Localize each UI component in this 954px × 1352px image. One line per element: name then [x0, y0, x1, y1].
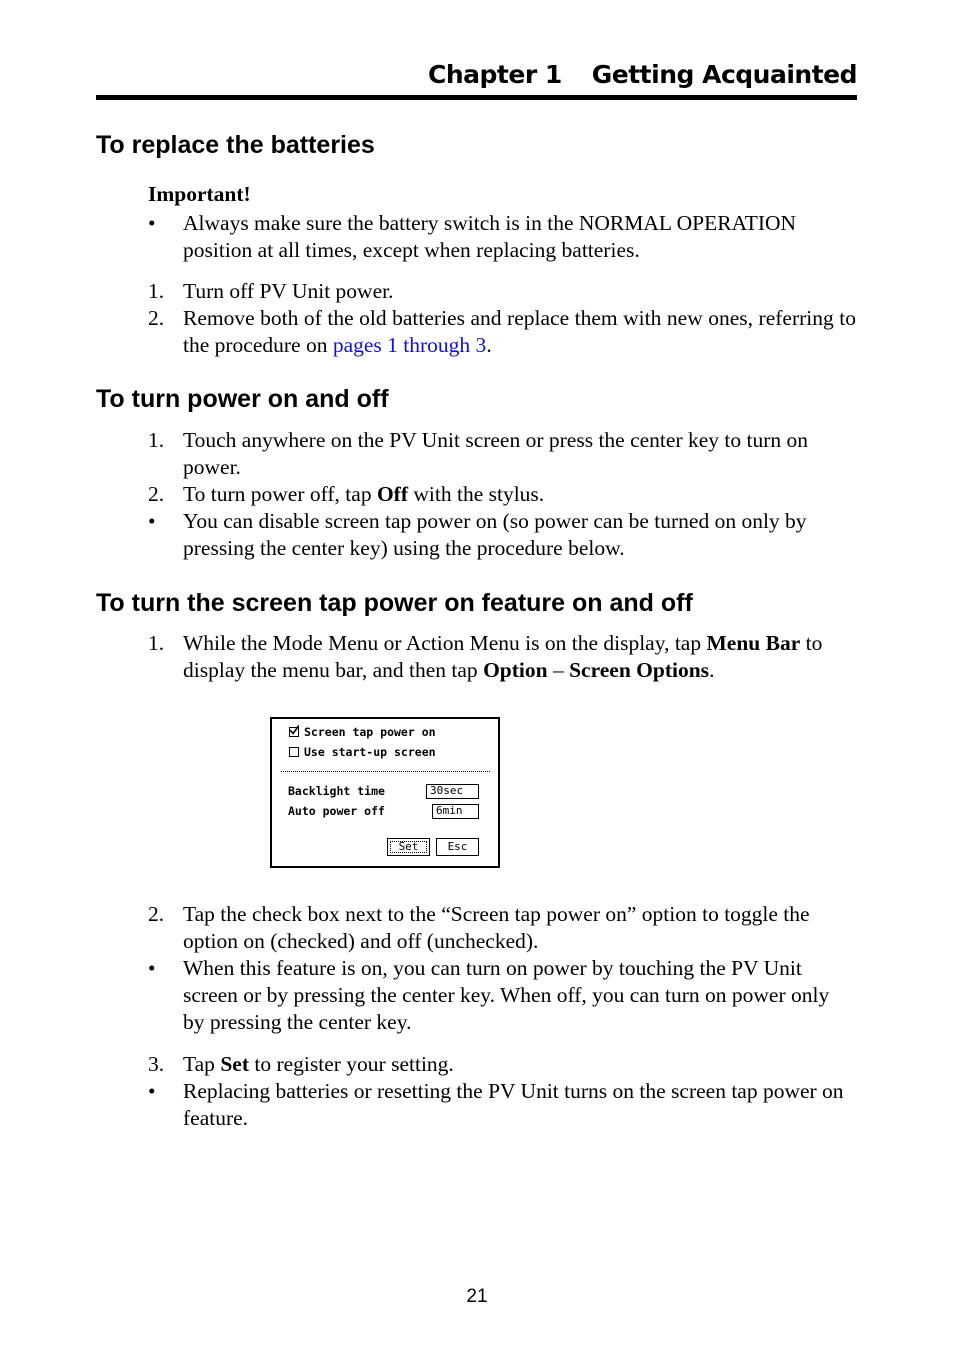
screen-tap-checkbox[interactable]	[289, 727, 299, 737]
list-item	[148, 508, 856, 562]
step-text: Turn off PV Unit power.	[183, 279, 394, 303]
list-item	[148, 278, 856, 305]
auto-off-label: Auto power off	[288, 804, 385, 818]
list-item	[148, 481, 856, 508]
screen-options-dialog	[270, 717, 500, 868]
step-text: Tap Set to register your setting.	[183, 1052, 454, 1076]
page-number: 21	[466, 1286, 488, 1307]
step-text: To turn power off, tap Off with the stylus.	[183, 482, 545, 506]
heading-power-on-off: To turn power on and off	[96, 385, 389, 413]
screen-tap-label: Screen tap power on	[304, 725, 436, 739]
esc-button[interactable]: Esc	[436, 838, 479, 856]
list-item	[148, 1078, 856, 1132]
screen-tap-more-steps	[148, 901, 856, 1036]
step-text: Touch anywhere on the PV Unit screen or press the center key to turn on power.	[183, 428, 809, 479]
chapter-name: Getting Acquainted	[591, 60, 857, 89]
step-number: 1.	[148, 428, 165, 452]
step-number: 2.	[148, 482, 165, 506]
list-item	[148, 1051, 856, 1078]
step-number: 2.	[148, 306, 165, 330]
set-button[interactable]: Set	[387, 838, 430, 856]
screen-tap-final-steps	[148, 1051, 856, 1132]
heading-replace-batteries: To replace the batteries	[96, 131, 375, 159]
step-text: Remove both of the old batteries and replace them with new ones, referring to the procedure on pages 1 through 3.	[183, 306, 856, 357]
backlight-label: Backlight time	[288, 784, 385, 798]
startup-label: Use start-up screen	[304, 745, 436, 759]
step-number: 2.	[148, 902, 165, 926]
bullet-marker: •	[148, 1079, 156, 1103]
bullet-text: Replacing batteries or resetting the PV Unit turns on the screen tap power on feature.	[183, 1079, 844, 1130]
bullet-text: You can disable screen tap power on (so power can be turned on only by pressing the center key) using the procedure below.	[183, 509, 807, 560]
pages-link[interactable]: pages 1 through 3	[332, 333, 487, 357]
replace-steps	[148, 278, 856, 359]
list-item	[148, 901, 856, 955]
bullet-text: Always make sure the battery switch is in the NORMAL OPERATION position at all times, except when replacing batteries.	[183, 211, 797, 262]
step-number: 3.	[148, 1052, 165, 1076]
power-steps	[148, 427, 856, 562]
step-number: 1.	[148, 631, 165, 655]
bullet-marker: •	[148, 956, 156, 980]
important-label: Important!	[148, 182, 251, 206]
auto-off-field[interactable]: 6min	[432, 804, 479, 819]
bullet-marker: •	[148, 211, 156, 235]
backlight-field[interactable]: 30sec	[426, 784, 479, 799]
step-number: 1.	[148, 279, 165, 303]
header-rule	[96, 95, 857, 100]
heading-screen-tap: To turn the screen tap power on feature on and off	[96, 589, 693, 617]
step-text: While the Mode Menu or Action Menu is on the display, tap Menu Bar to display the menu bar, and then tap Option – Screen Options.	[183, 631, 823, 682]
list-item	[148, 427, 856, 481]
check-icon	[289, 725, 299, 735]
screen-tap-step1	[148, 630, 856, 684]
dotted-separator	[281, 771, 490, 772]
list-item	[148, 955, 856, 1036]
startup-checkbox[interactable]	[289, 747, 299, 757]
bullet-marker: •	[148, 509, 156, 533]
bullet-text: When this feature is on, you can turn on power by touching the PV Unit screen or by pressing the center key. When off, you can turn on power only by pressing the center key.	[183, 956, 830, 1034]
chapter-title	[428, 60, 857, 89]
list-item	[148, 305, 856, 359]
chapter-header	[96, 60, 857, 96]
list-item	[148, 210, 856, 264]
chapter-number: Chapter 1	[428, 60, 562, 89]
step-text: Tap the check box next to the “Screen tap power on” option to toggle the option on (checked) and off (unchecked).	[183, 902, 810, 953]
list-item	[148, 630, 856, 684]
replace-bullet-list	[148, 210, 856, 264]
